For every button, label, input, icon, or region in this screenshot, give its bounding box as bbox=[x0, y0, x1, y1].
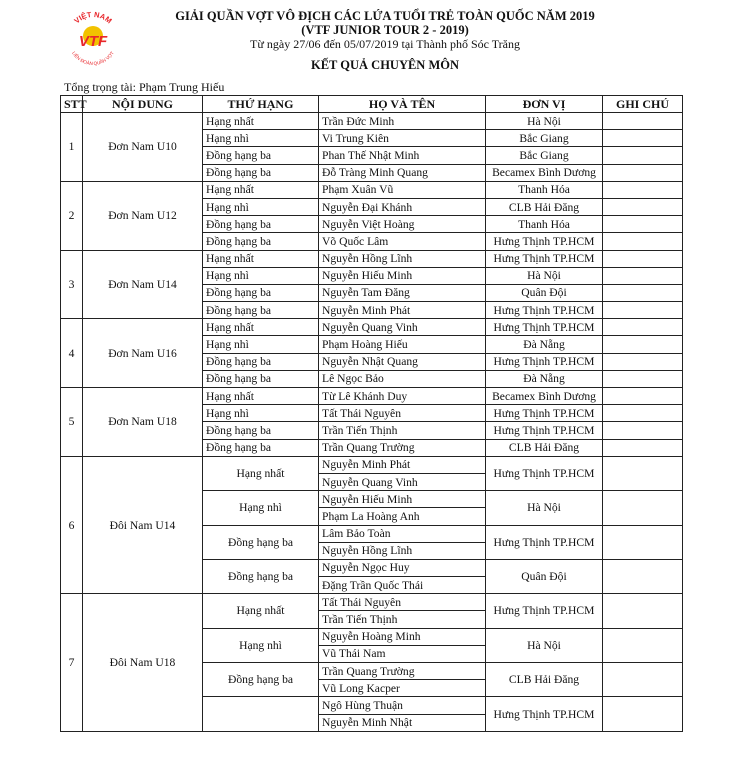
column-header: NỘI DUNG bbox=[83, 96, 203, 113]
stt-cell: 1 bbox=[61, 113, 83, 182]
unit-cell: Hà Nội bbox=[486, 491, 603, 525]
name-cell: Nguyễn Hồng Lĩnh bbox=[319, 250, 486, 267]
note-cell bbox=[603, 147, 683, 164]
name-cell: Nguyễn Quang Vinh bbox=[319, 473, 486, 490]
unit-cell: Hưng Thịnh TP.HCM bbox=[486, 302, 603, 319]
note-cell bbox=[603, 663, 683, 697]
table-row bbox=[61, 181, 683, 198]
column-header: GHI CHÚ bbox=[603, 96, 683, 113]
name-cell: Trần Đức Minh bbox=[319, 113, 486, 130]
rank-cell: Hạng nhất bbox=[203, 319, 319, 336]
logo-mark: VTF bbox=[78, 33, 108, 50]
unit-cell: Hưng Thịnh TP.HCM bbox=[486, 697, 603, 731]
event-cell: Đơn Nam U14 bbox=[83, 250, 203, 319]
name-cell: Vũ Long Kacper bbox=[319, 680, 486, 697]
table-row bbox=[61, 456, 683, 473]
rank-cell: Đồng hạng ba bbox=[203, 147, 319, 164]
column-header: HỌ VÀ TÊN bbox=[319, 96, 486, 113]
unit-cell: Thanh Hóa bbox=[486, 216, 603, 233]
rank-cell: Đồng hạng ba bbox=[203, 216, 319, 233]
stt-cell: 7 bbox=[61, 594, 83, 732]
rank-cell: Đồng hạng ba bbox=[203, 370, 319, 387]
event-cell: Đơn Nam U12 bbox=[83, 181, 203, 250]
note-cell bbox=[603, 302, 683, 319]
note-cell bbox=[603, 370, 683, 387]
name-cell: Nguyễn Tam Đăng bbox=[319, 284, 486, 301]
rank-cell: Đồng hạng ba bbox=[203, 164, 319, 181]
unit-cell: Bắc Giang bbox=[486, 147, 603, 164]
rank-cell: Hạng nhất bbox=[203, 388, 319, 405]
rank-cell bbox=[203, 697, 319, 731]
unit-cell: Thanh Hóa bbox=[486, 181, 603, 198]
rank-cell: Đồng hạng ba bbox=[203, 302, 319, 319]
name-cell: Nguyễn Hiếu Minh bbox=[319, 491, 486, 508]
table-row bbox=[61, 319, 683, 336]
name-cell: Nguyễn Hoàng Minh bbox=[319, 628, 486, 645]
rank-cell: Hạng nhì bbox=[203, 198, 319, 215]
unit-cell: Đà Nẵng bbox=[486, 336, 603, 353]
note-cell bbox=[603, 388, 683, 405]
rank-cell: Hạng nhì bbox=[203, 267, 319, 284]
name-cell: Lê Ngọc Bảo bbox=[319, 370, 486, 387]
chief-referee: Tổng trọng tài: Phạm Trung Hiếu bbox=[64, 80, 225, 94]
rank-cell: Đồng hạng ba bbox=[203, 233, 319, 250]
note-cell bbox=[603, 559, 683, 593]
stt-cell: 3 bbox=[61, 250, 83, 319]
note-cell bbox=[603, 628, 683, 662]
name-cell: Nguyễn Hồng Lĩnh bbox=[319, 542, 486, 559]
rank-cell: Hạng nhì bbox=[203, 405, 319, 422]
rank-cell: Hạng nhất bbox=[203, 113, 319, 130]
stt-cell: 5 bbox=[61, 388, 83, 457]
note-cell bbox=[603, 594, 683, 628]
name-cell: Nguyễn Hiếu Minh bbox=[319, 267, 486, 284]
name-cell: Trần Tiến Thịnh bbox=[319, 422, 486, 439]
note-cell bbox=[603, 456, 683, 490]
note-cell bbox=[603, 439, 683, 456]
note-cell bbox=[603, 164, 683, 181]
unit-cell: Hà Nội bbox=[486, 267, 603, 284]
column-header: THỨ HẠNG bbox=[203, 96, 319, 113]
vtf-logo bbox=[62, 8, 124, 70]
rank-cell: Đồng hạng ba bbox=[203, 663, 319, 697]
unit-cell: CLB Hải Đăng bbox=[486, 439, 603, 456]
unit-cell: Hưng Thịnh TP.HCM bbox=[486, 422, 603, 439]
name-cell: Nguyễn Đại Khánh bbox=[319, 198, 486, 215]
name-cell: Nguyễn Ngọc Huy bbox=[319, 559, 486, 576]
name-cell: Nguyễn Minh Phát bbox=[319, 456, 486, 473]
unit-cell: Hưng Thịnh TP.HCM bbox=[486, 250, 603, 267]
name-cell: Nguyễn Nhật Quang bbox=[319, 353, 486, 370]
rank-cell: Hạng nhì bbox=[203, 628, 319, 662]
note-cell bbox=[603, 491, 683, 525]
stt-cell: 4 bbox=[61, 319, 83, 388]
unit-cell: Hưng Thịnh TP.HCM bbox=[486, 525, 603, 559]
event-dates: Từ ngày 27/06 đến 05/07/2019 tại Thành phố Sóc Trăng bbox=[250, 37, 520, 51]
unit-cell: Becamex Bình Dương bbox=[486, 164, 603, 181]
results-table bbox=[60, 95, 683, 732]
rank-cell: Hạng nhất bbox=[203, 181, 319, 198]
name-cell: Từ Lê Khánh Duy bbox=[319, 388, 486, 405]
logo-bottom-text: LIÊN ĐOÀN QUẦN VỢT bbox=[71, 50, 115, 67]
note-cell bbox=[603, 250, 683, 267]
note-cell bbox=[603, 113, 683, 130]
page-subtitle: (VTF JUNIOR TOUR 2 - 2019) bbox=[301, 23, 469, 37]
name-cell: Trần Quang Trường bbox=[319, 439, 486, 456]
name-cell: Tất Thái Nguyên bbox=[319, 594, 486, 611]
name-cell: Trần Tiến Thịnh bbox=[319, 611, 486, 628]
rank-cell: Đồng hạng ba bbox=[203, 559, 319, 593]
note-cell bbox=[603, 422, 683, 439]
unit-cell: CLB Hải Đăng bbox=[486, 198, 603, 215]
note-cell bbox=[603, 181, 683, 198]
unit-cell: Hưng Thịnh TP.HCM bbox=[486, 353, 603, 370]
name-cell: Đặng Trần Quốc Thái bbox=[319, 577, 486, 594]
note-cell bbox=[603, 405, 683, 422]
rank-cell: Đồng hạng ba bbox=[203, 284, 319, 301]
event-cell: Đơn Nam U18 bbox=[83, 388, 203, 457]
name-cell: Võ Quốc Lâm bbox=[319, 233, 486, 250]
note-cell bbox=[603, 130, 683, 147]
unit-cell: Quân Đội bbox=[486, 284, 603, 301]
unit-cell: Hà Nội bbox=[486, 113, 603, 130]
event-cell: Đơn Nam U10 bbox=[83, 113, 203, 182]
name-cell: Phạm La Hoàng Anh bbox=[319, 508, 486, 525]
event-cell: Đôi Nam U14 bbox=[83, 456, 203, 594]
unit-cell: Bắc Giang bbox=[486, 130, 603, 147]
table-row bbox=[61, 594, 683, 611]
stt-cell: 6 bbox=[61, 456, 83, 594]
column-header: STT bbox=[61, 96, 83, 113]
name-cell: Lâm Bảo Toàn bbox=[319, 525, 486, 542]
rank-cell: Hạng nhất bbox=[203, 456, 319, 490]
name-cell: Tất Thái Nguyên bbox=[319, 405, 486, 422]
name-cell: Phạm Xuân Vũ bbox=[319, 181, 486, 198]
unit-cell: Hà Nội bbox=[486, 628, 603, 662]
note-cell bbox=[603, 353, 683, 370]
name-cell: Phan Thế Nhật Minh bbox=[319, 147, 486, 164]
unit-cell: Hưng Thịnh TP.HCM bbox=[486, 456, 603, 490]
rank-cell: Hạng nhì bbox=[203, 130, 319, 147]
unit-cell: Quân Đội bbox=[486, 559, 603, 593]
note-cell bbox=[603, 525, 683, 559]
column-header: ĐƠN VỊ bbox=[486, 96, 603, 113]
unit-cell: Becamex Bình Dương bbox=[486, 388, 603, 405]
name-cell: Ngô Hùng Thuận bbox=[319, 697, 486, 714]
unit-cell: Hưng Thịnh TP.HCM bbox=[486, 405, 603, 422]
event-cell: Đôi Nam U18 bbox=[83, 594, 203, 732]
rank-cell: Đồng hạng ba bbox=[203, 525, 319, 559]
logo-top-text: VIỆT NAM bbox=[72, 9, 114, 26]
name-cell: Nguyễn Minh Nhật bbox=[319, 714, 486, 731]
note-cell bbox=[603, 198, 683, 215]
table-row bbox=[61, 113, 683, 130]
stt-cell: 2 bbox=[61, 181, 83, 250]
table-row bbox=[61, 250, 683, 267]
rank-cell: Hạng nhì bbox=[203, 336, 319, 353]
name-cell: Phạm Hoàng Hiếu bbox=[319, 336, 486, 353]
rank-cell: Đồng hạng ba bbox=[203, 439, 319, 456]
unit-cell: Hưng Thịnh TP.HCM bbox=[486, 594, 603, 628]
page-title: GIẢI QUẦN VỢT VÔ ĐỊCH CÁC LỨA TUỔI TRẺ TOÀN QUỐC NĂM 2019 bbox=[175, 9, 595, 23]
rank-cell: Đồng hạng ba bbox=[203, 422, 319, 439]
event-cell: Đơn Nam U16 bbox=[83, 319, 203, 388]
rank-cell: Đồng hạng ba bbox=[203, 353, 319, 370]
name-cell: Nguyễn Minh Phát bbox=[319, 302, 486, 319]
note-cell bbox=[603, 233, 683, 250]
note-cell bbox=[603, 336, 683, 353]
name-cell: Nguyễn Quang Vinh bbox=[319, 319, 486, 336]
note-cell bbox=[603, 284, 683, 301]
name-cell: Vũ Thái Nam bbox=[319, 645, 486, 662]
unit-cell: Đà Nẵng bbox=[486, 370, 603, 387]
name-cell: Nguyễn Việt Hoàng bbox=[319, 216, 486, 233]
name-cell: Đỗ Tràng Minh Quang bbox=[319, 164, 486, 181]
note-cell bbox=[603, 216, 683, 233]
table-header-row bbox=[61, 96, 683, 113]
unit-cell: Hưng Thịnh TP.HCM bbox=[486, 233, 603, 250]
note-cell bbox=[603, 697, 683, 731]
section-title: KẾT QUẢ CHUYÊN MÔN bbox=[310, 58, 460, 72]
table-row bbox=[61, 388, 683, 405]
rank-cell: Hạng nhất bbox=[203, 594, 319, 628]
name-cell: Trần Quang Trường bbox=[319, 663, 486, 680]
unit-cell: Hưng Thịnh TP.HCM bbox=[486, 319, 603, 336]
note-cell bbox=[603, 267, 683, 284]
rank-cell: Hạng nhất bbox=[203, 250, 319, 267]
rank-cell: Hạng nhì bbox=[203, 491, 319, 525]
unit-cell: CLB Hải Đăng bbox=[486, 663, 603, 697]
note-cell bbox=[603, 319, 683, 336]
name-cell: Vi Trung Kiên bbox=[319, 130, 486, 147]
